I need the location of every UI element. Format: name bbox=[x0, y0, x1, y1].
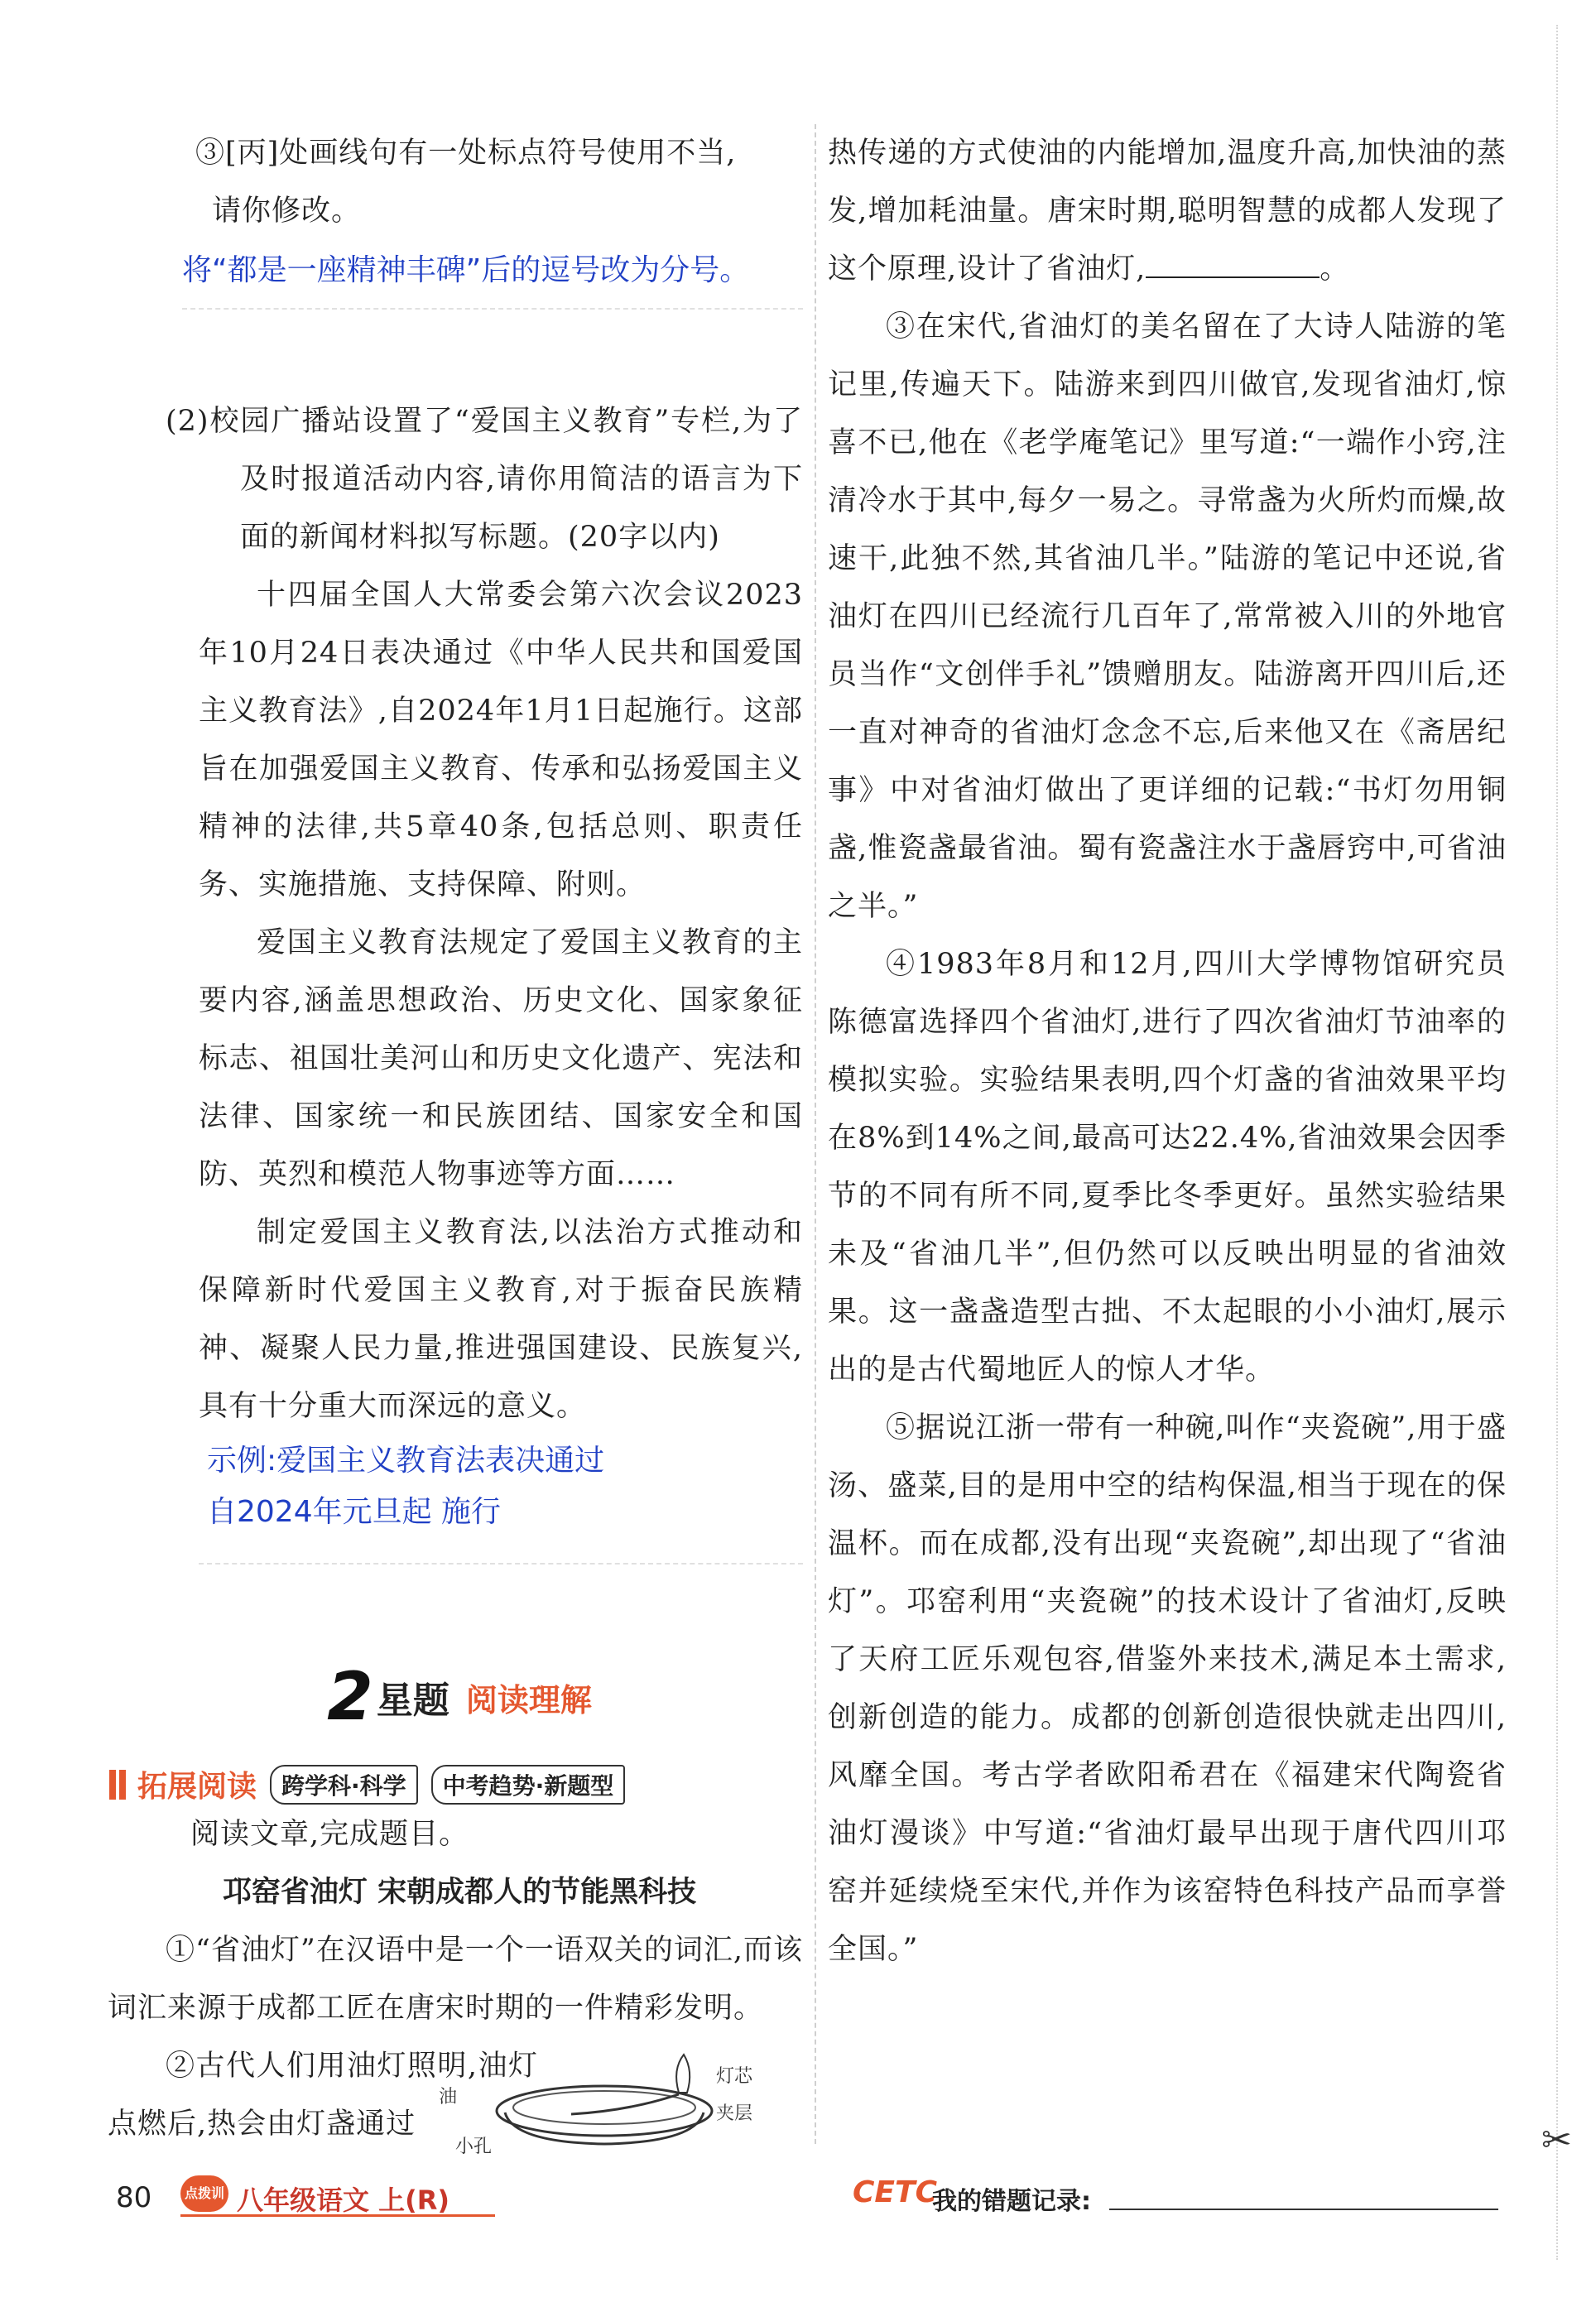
tag-exam-trend: 中考趋势·新题型 bbox=[431, 1765, 626, 1805]
star-section-heading bbox=[116, 1658, 803, 1735]
article-paragraph-3: ③在宋代,省油灯的美名留在了大诗人陆游的笔记里,传遍天下。陆游来到四川做官,发现省油灯,惊喜不已,他在《老学庵笔记》里写道:“一端作小窍,注清冷水于其中,每夕一易之。寻常盏为火所灼而燥,故速干,此独不然,其省油几半。”陆游的笔记中还说,省油灯在四川已经流行几百年了,常常被入川的外地官员当作“文创伴手礼”馈赠朋友。陆游离开四川后,还一直对神奇的省油灯念念不忘,后来他又在《斋居纪事》中对省油灯做出了更详细的记载:“书灯勿用铜盏,惟瓷盏最省油。蜀有瓷盏注水于盏唇窍中,可省油之半。” bbox=[828, 310, 1507, 923]
q2-answer-line2: 自2024年元旦起 施行 bbox=[207, 1495, 502, 1529]
footer-rule bbox=[180, 2214, 495, 2217]
news-paragraph-2: 爱国主义教育法规定了爱国主义教育的主要内容,涵盖思想政治、历史文化、国家象征标志、祖国壮美河山和历史文化遗产、宪法和法律、国家统一和民族团结、国家安全和国防、英烈和模范人物事迹等方面…… bbox=[199, 926, 803, 1191]
star-label: 星题 bbox=[376, 1680, 449, 1722]
article-title: 邛窑省油灯 宋朝成都人的节能黑科技 bbox=[222, 1876, 697, 1909]
label-wick: 灯芯 bbox=[716, 2066, 753, 2087]
answer-line bbox=[182, 308, 803, 310]
bar-icon bbox=[119, 1770, 126, 1800]
star-number: 2 bbox=[327, 1658, 373, 1735]
section-subtitle: 阅读理解 bbox=[465, 1681, 592, 1718]
article-paragraph-4: ④1983年8月和12月,四川大学博物馆研究员陈德富选择四个省油灯,进行了四次省油灯节油率的模拟实验。实验结果表明,四个灯盏的省油效果平均在8%到14%之间,最高可达22.4%,省油效果会因季节的不同有所不同,夏季比冬季更好。虽然实验结果未及“省油几半”,但仍然可以反映出明显的省油效果。这一盏盏造型古拙、不太起眼的小小油灯,展示出的是古代蜀地匠人的惊人才华。 bbox=[828, 948, 1507, 1387]
bar-icon bbox=[109, 1770, 116, 1800]
cut-line bbox=[1556, 25, 1558, 2260]
q2-question: (2)校园广播站设置了“爱国主义教育”专栏,为了及时报道活动内容,请你用简洁的语言为下面的新闻材料拟写标题。(20字以内) bbox=[166, 405, 803, 554]
left-column bbox=[108, 124, 803, 2153]
book-title: 八年级语文 上(R) bbox=[237, 2185, 450, 2216]
brand-logo: CETC bbox=[853, 2175, 937, 2209]
scissors-icon: ✂ bbox=[1541, 2119, 1572, 2161]
q3-question-line1: ③[丙]处画线句有一处标点符号使用不当, bbox=[195, 137, 737, 170]
q3-answer: 将“都是一座精神丰碑”后的逗号改为分号。 bbox=[182, 253, 750, 287]
fill-blank[interactable] bbox=[1146, 253, 1320, 278]
right-column bbox=[828, 124, 1507, 1978]
tag-cross-subject: 跨学科·科学 bbox=[270, 1765, 418, 1805]
news-paragraph-1: 十四届全国人大常委会第六次会议2023年10月24日表决通过《中华人民共和国爱国主义教育法》,自2024年1月1日起施行。这部旨在加强爱国主义教育、传承和弘扬爱国主义精神的法律,共5章40条,包括总则、职责任务、实施措施、支持保障、附则。 bbox=[199, 579, 803, 901]
article-paragraph-2-right: 热传递的方式使油的内能增加,温度升高,加快油的蒸发,增加耗油量。唐宋时期,聪明智慧的成都人发现了这个原理,设计了省油灯, 。 bbox=[828, 137, 1507, 286]
article-paragraph-5: ⑤据说江浙一带有一种碗,叫作“夹瓷碗”,用于盛汤、盛菜,目的是用中空的结构保温,相当于现在的保温杯。而在成都,没有出现“夹瓷碗”,却出现了“省油灯”。邛窑利用“夹瓷碗”的技术设计了省油灯,反映了天府工匠乐观包容,借鉴外来技术,满足本土需求,创新创造的能力。成都的创新创造很快就走出四川,风靡全国。考古学者欧阳希君在《福建宋代陶瓷省油灯漫谈》中写道:“省油灯最早出现于唐代四川邛窑并延续烧至宋代,并作为该窑特色科技产品而享誉全国。” bbox=[828, 1411, 1507, 1966]
column-divider bbox=[815, 124, 816, 2144]
page-number: 80 bbox=[116, 2181, 152, 2214]
label-layer: 夹层 bbox=[716, 2103, 753, 2124]
news-paragraph-3: 制定爱国主义教育法,以法治方式推动和保障新时代爱国主义教育,对于振奋民族精神、凝聚人民力量,推进强国建设、民族复兴,具有十分重大而深远的意义。 bbox=[199, 1216, 803, 1423]
oil-lamp-figure bbox=[430, 2053, 778, 2161]
extended-reading-header bbox=[109, 1763, 803, 1805]
article-paragraph-2-left: ②古代人们用油灯照明,油灯点燃后,热会由灯盏通过 bbox=[108, 2050, 538, 2141]
instruction: 阅读文章,完成题目。 bbox=[190, 1818, 469, 1851]
error-record-label: 我的错题记录: bbox=[932, 2187, 1091, 2216]
article-paragraph-1: ①“省油灯”在汉语中是一个一语双关的词汇,而该词汇来源于成都工匠在唐宋时期的一件精彩发明。 bbox=[108, 1934, 803, 2025]
error-record-line[interactable] bbox=[1109, 2209, 1498, 2210]
publisher-logo: 点拨训练 bbox=[180, 2175, 228, 2212]
q3-question-line2: 请你修改。 bbox=[212, 195, 362, 228]
q2-answer-line1: 示例:爱国主义教育法表决通过 bbox=[207, 1444, 605, 1478]
answer-line bbox=[199, 1563, 803, 1565]
extended-reading-title: 拓展阅读 bbox=[137, 1770, 257, 1804]
label-oil: 油 bbox=[439, 2087, 458, 2108]
label-hole: 小孔 bbox=[455, 2137, 493, 2157]
